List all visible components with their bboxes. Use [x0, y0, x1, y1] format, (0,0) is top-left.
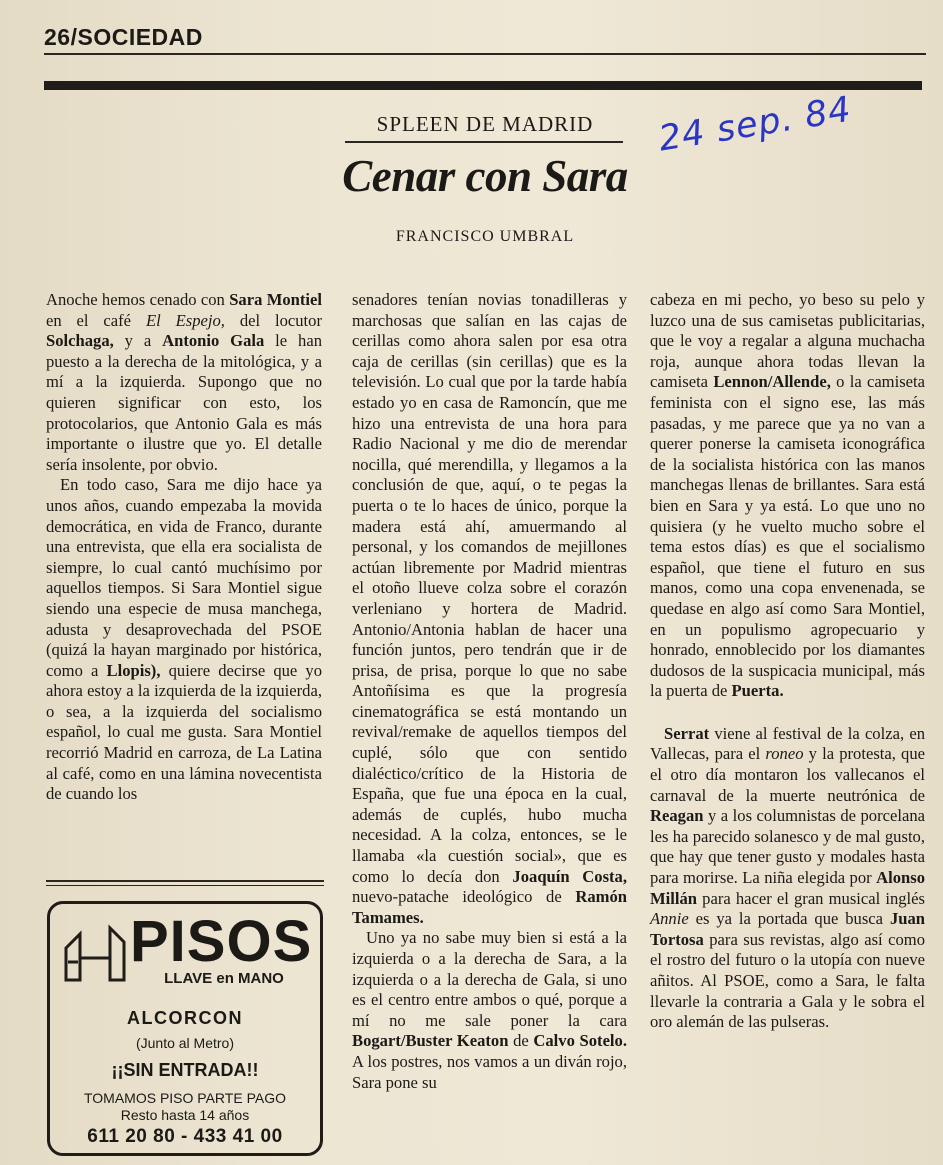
- ad-note: TOMAMOS PISO PARTE PAGO: [83, 1090, 286, 1106]
- bold-name: Joaquín Costa,: [512, 866, 628, 886]
- ad-city: ALCORCON: [127, 1008, 243, 1028]
- italic-text: Annie: [650, 909, 689, 929]
- article-title: Cenar con Sara: [342, 151, 628, 201]
- page-number: 26: [44, 24, 71, 50]
- ad-divider: [46, 885, 324, 886]
- ad-offer: ¡¡SIN ENTRADA!!: [111, 1060, 259, 1080]
- house-key-icon: [60, 918, 130, 988]
- handwritten-date: 24 sep. 84: [656, 89, 855, 160]
- ad-note: Resto hasta 14 años: [120, 1107, 250, 1123]
- bold-name: Lennon/Allende,: [713, 372, 831, 392]
- article-column-2: [352, 290, 627, 1093]
- ad-location: (Junto al Metro): [135, 1035, 235, 1051]
- bold-name: Sara Montiel: [229, 290, 323, 309]
- bold-name: Serrat: [664, 723, 710, 743]
- italic-text: roneo: [765, 744, 804, 764]
- bold-name: Puerta.: [731, 681, 784, 701]
- ad-tagline: LLAVE en MANO: [164, 970, 284, 987]
- bold-name: Reagan: [650, 806, 704, 826]
- bold-name: Ramón Tamames.: [352, 887, 627, 927]
- article-column-1: [46, 290, 322, 805]
- ad-brand: PISOS: [130, 909, 313, 974]
- bold-name: Solchaga,: [46, 331, 114, 351]
- page-header: [44, 24, 203, 51]
- italic-text: El Espejo,: [145, 310, 225, 330]
- article-author: FRANCISCO UMBRAL: [395, 228, 575, 245]
- paragraph: Serrat viene al festival de la colza, en Vallecas, para el roneo y la protesta, que el otro día montaron los vallecanos el carnaval de la muerte neutrónica de Reagan y a los columnistas de porcelana les ha parecido solanesco y de mal gusto, que hay que tener gusto y modales hasta para morirse. La niña elegida por Alonso Millán para hacer el gran musical inglés Annie es ya la portada que busca Juan Tortosa para sus revistas, algo así como el rostro del futuro o la utopía con nueve añitos. Al PSOE, como a Sara, le falta llevarle la contraria a Gala y le sobra el oro alemán de las pulseras.: [650, 723, 925, 1032]
- article-kicker: SPLEEN DE MADRID: [376, 112, 594, 136]
- bold-name: Calvo Sotelo.: [533, 1031, 627, 1051]
- thick-rule: [44, 81, 922, 90]
- bold-name: Bogart/Buster Keaton: [352, 1031, 509, 1051]
- bold-name: Llopis),: [106, 660, 161, 680]
- ad-phone-numbers: 611 20 80 - 433 41 00: [87, 1126, 283, 1147]
- section-name: /SOCIEDAD: [70, 24, 203, 50]
- article-column-3: [650, 290, 925, 1033]
- ad-divider: [46, 880, 324, 882]
- kicker-underline: [345, 141, 623, 143]
- bold-name: Alonso Millán: [650, 868, 925, 908]
- paragraph: cabeza en mi pecho, yo beso su pelo y luzco una de sus camisetas publicitarias, que le voy a regalar a alguna muchacha roja, aunque ahora todas llevan la camiseta Lennon/Allende, o la camiseta feminista con el signo ese, las más pasadas, y me parece que ya no van a querer ponerse la camiseta iconográfica de la socialista histórica con las manos manchegas llenas de brillantes. Sara está bien en Sara y ya está. Lo que uno no quisiera (y he vuelto mucho sobre el tema estos días) es que el socialismo español, que tiene el futuro en sus manos, como una copa envenenada, se quedase en algo así como Sara Montiel, en un populismo agropecuario y honrado, ennoblecido por los diamantes dudosos de la suspicacia municipal, más la puerta de Puerta.: [650, 290, 925, 701]
- bold-name: Juan Tortosa: [650, 909, 925, 949]
- paragraph: Uno ya no sabe muy bien si está a la izquierda o a la derecha de Sara, a la izquierda o a la derecha de Gala, si uno es el centro entre ambos o qué, porque a mí no me sale poner la cara Bogart/Buster Keaton de Calvo Sotelo. A los postres, nos vamos a un diván rojo, Sara pone su: [352, 928, 627, 1092]
- paragraph: En todo caso, Sara me dijo hace ya unos años, cuando empezaba la movida democrática, en vida de Franco, durante una entrevista, que ella era socialista de siempre, lo cual cantó muchísimo por aquellos tiempos. Si Sara Montiel sigue siendo una especie de musa manchega, adusta y desaprovechada del PSOE (quizá la hayan marginado por histórica, como a Llopis), quiere decirse que yo ahora estoy a la izquierda de la izquierda, o sea, a la izquierda del socialismo español, lo cual me gusta. Sara Montiel recorrió Madrid en carroza, de La Latina al café, como en una lámina novecentista de cuando los: [46, 475, 323, 804]
- header-rule: [44, 53, 926, 55]
- pisos-advertisement: [47, 901, 323, 1156]
- paragraph: senadores tenían novias tonadilleras y marchosas que salían en las cajas de cerillas como ahora salen por esa otra caja de cerillas (sin cerillas) que es la televisión. Lo cual que por la tarde había estado yo en casa de Ramoncín, que me hizo una entrevista de una hora para Radio Nacional y me dio de merendar nocilla, qué merendilla, y llegamos a la conclusión de que, aquí, o te pegas la puerta o te lo haces de único, porque la madera está ahí, amuermando al personal, y los comandos de mejillones actúan libremente por Madrid mientras el otoño llueve colza sobre el corazón verleniano y hortera de Madrid. Antonio/Antonia hablan de hacer una función juntos, pero tendrán que ir de prisa, de prisa, porque lo que no sabe Antoñísima es que la progresía cinematográfica se está montando un revival/remake de aquellos tiempos del cuplé, sólo que con sentido dialéctico/crítico de la Historia de España, que fue una época en la cual, además de cuplés, hubo mucha necesidad. A la colza, entonces, se le llamaba «la cuestión social», que es como lo decía don Joaquín Costa, nuevo-patache ideológico de Ramón Tamames.: [352, 290, 628, 927]
- bold-name: Antonio Gala: [162, 331, 265, 351]
- paragraph: Anoche hemos cenado con Sara Montiel en el café El Espejo, del locutor Solchaga, y a Antonio Gala le han puesto a la derecha de la mitológica, y a mí a la izquierda. Supongo que no quieren significar con esto, los protocolarios, que Antonio Gala es más importante o ilustre que yo. El detalle sería insolente, por obvio.: [46, 290, 323, 474]
